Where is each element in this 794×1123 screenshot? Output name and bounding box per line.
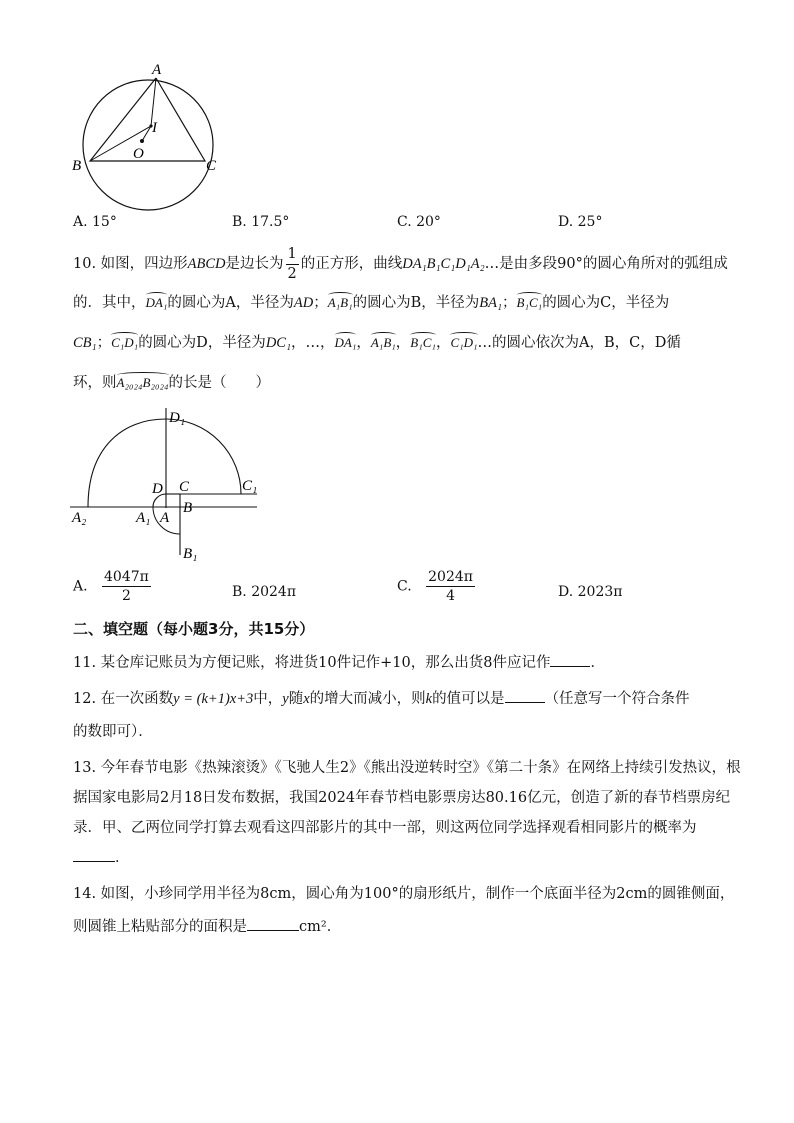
q9-circle-figure bbox=[60, 60, 240, 220]
q10-line-4: 环，则A₂₀₂₄B₂₀₂₄的长是（ ） bbox=[73, 371, 270, 392]
q10-line-1: 10. 如图，四边形ABCD是边长为 $\frac{1}{2}$ 的正方形，曲线DA₁B₁C₁D₁A₂…是由多段90°的圆心角所对的弧组成 bbox=[73, 246, 728, 282]
label-D1: D₁ bbox=[169, 410, 186, 426]
q12-line-1: 12. 在一次函数y = (k+1)x+3中，y随x的增大而减小，则k的值可以是 （任意写一个符合条件 bbox=[73, 691, 690, 707]
q10-option-d: D. 2023π bbox=[558, 584, 623, 600]
label-D: D bbox=[152, 481, 163, 497]
q10-option-c: C. $\frac{2024\pi}{4}$ bbox=[397, 569, 473, 604]
q10-option-b: B. 2024π bbox=[232, 584, 297, 600]
label-B: B bbox=[183, 500, 193, 516]
arc-c1-d1 bbox=[166, 419, 241, 494]
label-B1: B₁ bbox=[183, 546, 198, 562]
q9-option-a: A. 15° bbox=[73, 214, 117, 230]
q10-line-2: 的．其中，DA₁的圆心为A，半径为AD；A₁B₁的圆心为B，半径为BA₁；B₁C₁的圆心为C，半径为 bbox=[73, 291, 669, 312]
q10-option-a: A. $\frac{4047\pi}{2}$ bbox=[73, 569, 149, 604]
label-A2: A₂ bbox=[72, 510, 87, 526]
label-A1: A₁ bbox=[136, 510, 151, 526]
label-C: C bbox=[206, 158, 217, 174]
q13-line-4: ． bbox=[73, 846, 130, 867]
triangle-abc bbox=[90, 78, 205, 161]
label-O: O bbox=[133, 146, 144, 162]
q12-line-2: 的数即可）． bbox=[73, 724, 153, 740]
q14-line-2: 则圆锥上粘贴部分的面积是 cm²． bbox=[73, 919, 342, 935]
q13-line-2: 据国家电影局2月18日发布数据，我国2024年春节档电影票房达80.16亿元，创造了新的春节档票房纪 bbox=[73, 790, 731, 806]
q13-line-1: 13. 今年春节电影《热辣滚烫》《飞驰人生2》《熊出没逆转时空》《第二十条》在网络上持续引发热议，根 bbox=[73, 760, 741, 776]
label-C: C bbox=[179, 479, 190, 495]
label-I: I bbox=[152, 120, 157, 136]
label-C1: C₁ bbox=[242, 478, 258, 494]
q9-option-c: C. 20° bbox=[397, 214, 441, 230]
q9-option-b: B. 17.5° bbox=[232, 214, 290, 230]
section-title: 二、填空题（每小题3分，共15分） bbox=[73, 620, 315, 638]
q14-line-1: 14. 如图，小珍同学用半径为8cm，圆心角为100°的扇形纸片，制作一个底面半径为2cm的圆锥侧面， bbox=[73, 886, 735, 902]
segment-ai bbox=[151, 78, 156, 126]
fraction-half: $\frac{1}{2}$ bbox=[287, 246, 297, 282]
q10-spiral-figure bbox=[70, 408, 270, 564]
q9-option-d: D. 25° bbox=[558, 214, 603, 230]
q10-line-3: CB₁；C₁D₁的圆心为D，半径为DC₁，…，DA₁，A₁B₁，B₁C₁，C₁D₁…的圆心依次为A，B，C，D循 bbox=[73, 331, 681, 352]
label-A: A bbox=[160, 510, 170, 526]
q11-text: 11. 某仓库记账员为方便记账，将进货10件记作+10，那么出货8件应记作 ． bbox=[73, 655, 605, 671]
center-o-dot bbox=[140, 139, 144, 143]
q13-line-3: 录．甲、乙两位同学打算去观看这四部影片的其中一部，则这两位同学选择观看相同影片的概率为 bbox=[73, 820, 697, 836]
label-A: A bbox=[152, 62, 162, 78]
label-B: B bbox=[72, 158, 82, 174]
